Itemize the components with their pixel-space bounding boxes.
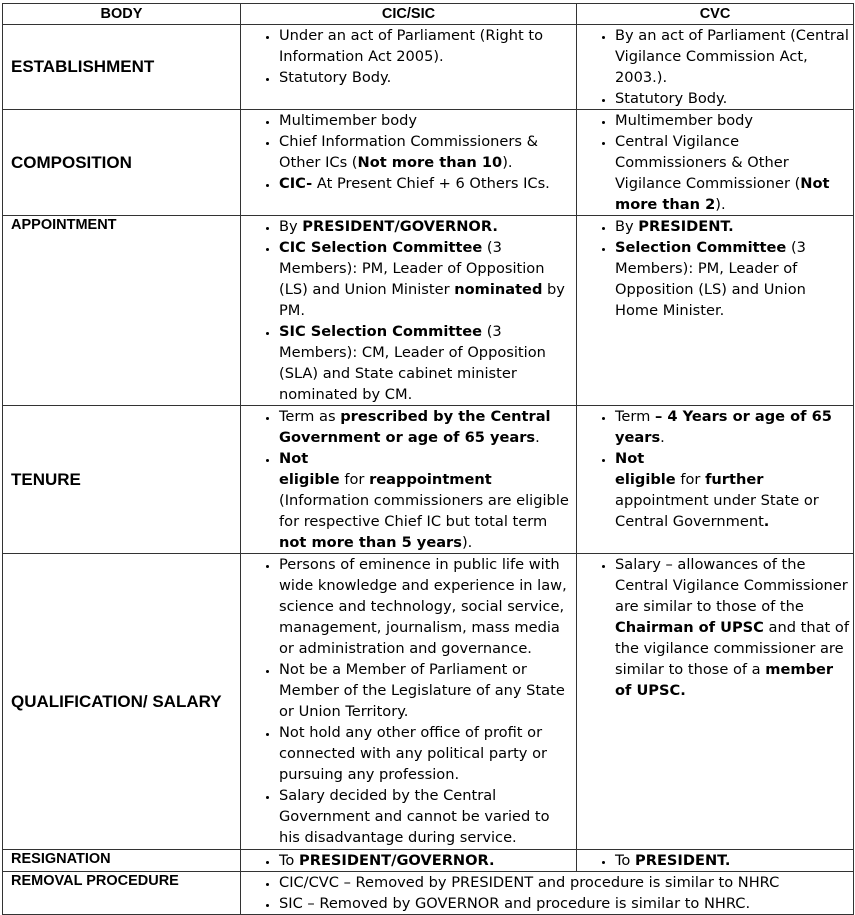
text-bold: PRESIDENT.	[635, 852, 731, 869]
text: (3 Members): PM, Leader of Opposition (LS) and Union Home Minister.	[615, 239, 806, 319]
qualification-cic	[241, 554, 577, 850]
list-item: • Under an act of Parliament (Right to Information Act 2005).	[279, 25, 572, 67]
list-item	[279, 131, 572, 173]
text: (3 Members): PM, Leader of Opposition (LS) and Union Minister	[279, 239, 545, 298]
list-item: • Salary decided by the Central Government and cannot be varied to his disadvantage during service.	[279, 785, 572, 848]
appointment-cvc	[577, 216, 854, 406]
list-item: • CIC/CVC – Removed by PRESIDENT and procedure is similar to NHRC	[279, 872, 849, 893]
row-qualification	[3, 554, 854, 850]
tenure-cvc	[577, 406, 854, 554]
comparison-table	[2, 3, 854, 915]
text: By	[615, 218, 639, 235]
text: (3 Members): CM, Leader of Opposition (SLA) and State cabinet minister nominated by CM.	[279, 323, 546, 403]
text-bold: member of UPSC.	[615, 661, 834, 699]
header-cvc: CVC	[577, 4, 854, 25]
list-item	[615, 131, 849, 215]
text-bold: prescribed by the Central Government or age of 65 years	[279, 408, 551, 446]
appointment-cic	[241, 216, 577, 406]
list-item	[615, 237, 849, 321]
label-resignation: RESIGNATION	[3, 850, 241, 872]
text-bold: CIC Selection Committee	[279, 239, 483, 256]
text: .	[660, 429, 665, 446]
label-removal: REMOVAL PROCEDURE	[3, 872, 241, 915]
text-bold: PRESIDENT/GOVERNOR.	[299, 852, 495, 869]
list-item: • Multimember body	[615, 110, 849, 131]
text: for	[339, 471, 370, 488]
list-item	[279, 173, 572, 194]
list-item	[615, 554, 849, 701]
text-bold: Not more than 10	[357, 154, 503, 171]
text-bold: nominated	[454, 281, 543, 298]
text-bold: Not	[279, 450, 309, 467]
label-establishment: ESTABLISHMENT	[3, 25, 241, 110]
list-item	[615, 406, 849, 448]
text: Term as	[279, 408, 341, 425]
row-composition	[3, 110, 854, 216]
list-item	[279, 406, 572, 448]
list-item	[279, 237, 572, 321]
text: .	[535, 429, 540, 446]
text: (Information commissioners are eligible for respective Chief IC but total term	[279, 492, 569, 530]
label-tenure: TENURE	[3, 406, 241, 554]
label-appointment: APPOINTMENT	[3, 216, 241, 406]
text: ).	[715, 196, 726, 213]
resignation-cvc	[577, 850, 854, 872]
row-tenure	[3, 406, 854, 554]
text: ).	[502, 154, 513, 171]
text: To	[279, 852, 300, 869]
text: Term	[615, 408, 656, 425]
text-bold: SIC Selection Committee	[279, 323, 483, 340]
text-bold: further	[705, 471, 764, 488]
composition-cvc	[577, 110, 854, 216]
list-item	[279, 321, 572, 405]
composition-cic	[241, 110, 577, 216]
establishment-cic	[241, 25, 577, 110]
text-bold: Not more than 2	[615, 175, 830, 213]
text-bold: .	[763, 513, 770, 530]
qualification-cvc	[577, 554, 854, 850]
row-removal	[3, 872, 854, 915]
row-appointment	[3, 216, 854, 406]
text: Chief Information Commissioners & Other ICs (	[279, 133, 539, 171]
resignation-cic	[241, 850, 577, 872]
removal-procedure	[241, 872, 854, 915]
list-item: • SIC – Removed by GOVERNOR and procedure is similar to NHRC.	[279, 893, 849, 914]
header-body: BODY	[3, 4, 241, 25]
text-bold: not more than 5 years	[279, 534, 462, 551]
text: for	[675, 471, 706, 488]
row-resignation	[3, 850, 854, 872]
label-qualification: QUALIFICATION/ SALARY	[3, 554, 241, 850]
text-bold: reappointment	[369, 471, 492, 488]
text: ).	[461, 534, 473, 551]
header-cic: CIC/SIC	[241, 4, 577, 25]
text: Salary – allowances of the Central Vigilance Commissioner are similar to those of the	[615, 556, 848, 615]
label-composition: COMPOSITION	[3, 110, 241, 216]
list-item	[615, 216, 849, 237]
establishment-cvc	[577, 25, 854, 110]
text-bold: Selection Committee	[615, 239, 787, 256]
text: and that of the vigilance commissioner are similar to those of a	[615, 619, 849, 678]
text-bold: CIC-	[279, 175, 313, 192]
header-row	[3, 4, 854, 25]
tenure-cic	[241, 406, 577, 554]
text: To	[615, 852, 636, 869]
list-item: • Statutory Body.	[279, 67, 572, 88]
row-establishment	[3, 25, 854, 110]
list-item: • Persons of eminence in public life with wide knowledge and experience in law, science and technology, social service, management, journalism, mass media or administration and governance.	[279, 554, 572, 659]
text-bold: PRESIDENT/GOVERNOR.	[302, 218, 498, 235]
list-item	[279, 448, 572, 553]
text-bold: PRESIDENT.	[638, 218, 734, 235]
list-item	[615, 448, 849, 532]
text: appointment under State or Central Government	[615, 492, 819, 530]
list-item: • By an act of Parliament (Central Vigilance Commission Act, 2003.).	[615, 25, 849, 88]
list-item: • Multimember body	[279, 110, 572, 131]
list-item	[279, 216, 572, 237]
text-bold: Chairman of UPSC	[615, 619, 764, 636]
list-item: • Statutory Body.	[615, 88, 849, 109]
text: by PM.	[279, 281, 565, 319]
text-bold: eligible	[615, 471, 676, 488]
list-item	[615, 850, 849, 871]
text: Central Vigilance Commissioners & Other Vigilance Commissioner (	[615, 133, 801, 192]
text-bold: eligible	[279, 471, 340, 488]
text: By	[279, 218, 303, 235]
list-item: • Not be a Member of Parliament or Member of the Legislature of any State or Union Territory.	[279, 659, 572, 722]
text-bold: Not	[615, 450, 645, 467]
list-item	[279, 850, 572, 871]
text-bold: – 4 Years or age of 65 years	[615, 408, 832, 446]
text: At Present Chief + 6 Others ICs.	[312, 175, 550, 192]
list-item: • Not hold any other office of profit or connected with any political party or pursuing any profession.	[279, 722, 572, 785]
